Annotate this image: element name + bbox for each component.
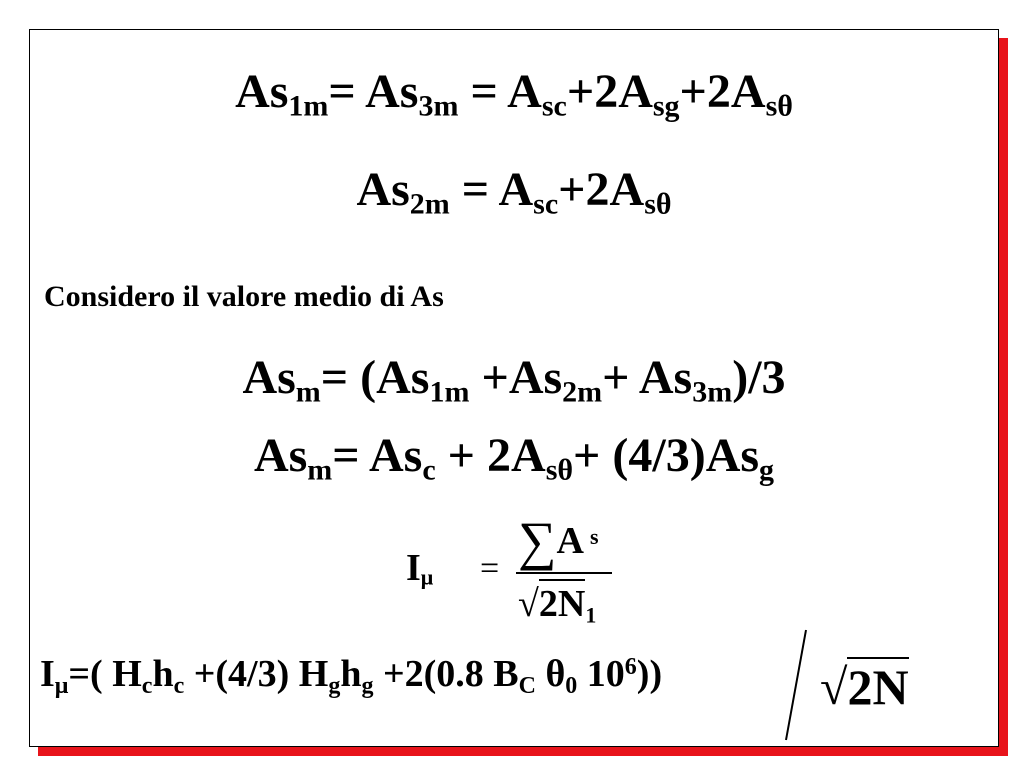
text-considero: Considero il valore medio di As xyxy=(44,280,444,313)
fraction-bar xyxy=(516,572,612,574)
equation-asm-mean: $As_m= (As_{1m} +As_{2m}+ As_{3m})/3$ xyxy=(242,351,786,409)
equals-sign: = xyxy=(480,550,500,587)
fraction-denominator: $√2N_1$ xyxy=(518,582,596,626)
square-root-icon: √ xyxy=(518,583,539,625)
division-slash xyxy=(782,628,812,744)
sqrt-2n-divisor: √2N xyxy=(820,659,909,715)
slide-frame xyxy=(29,29,999,747)
square-root-icon: √ xyxy=(820,659,848,715)
equation-as2m: $As_{2m} = A_{sc}+2A_{s\theta}$ xyxy=(356,163,672,221)
summation-icon: ∑ xyxy=(518,511,557,571)
formula-i-mu-fraction xyxy=(402,510,642,640)
fraction-lhs: $I_\mu$ xyxy=(406,547,434,590)
equation-as1m-as3m: $As_{1m}= As_{3m} = A_{sc}+2A_{sg}+2A_{s\theta}$ xyxy=(235,65,793,123)
equation-asm-expanded: $As_m= As_c + 2A_{s\theta}+ (4/3)As_g$ xyxy=(253,429,775,487)
fraction-numerator: ∑A $_s$ xyxy=(518,511,599,571)
equation-i-mu-final: $I_\mu=$( $H_ch_c +(4/3)$ $H_gh_g +2(0.8$ $B_C$ $\theta_0$ $10^6$)) xyxy=(40,653,663,700)
